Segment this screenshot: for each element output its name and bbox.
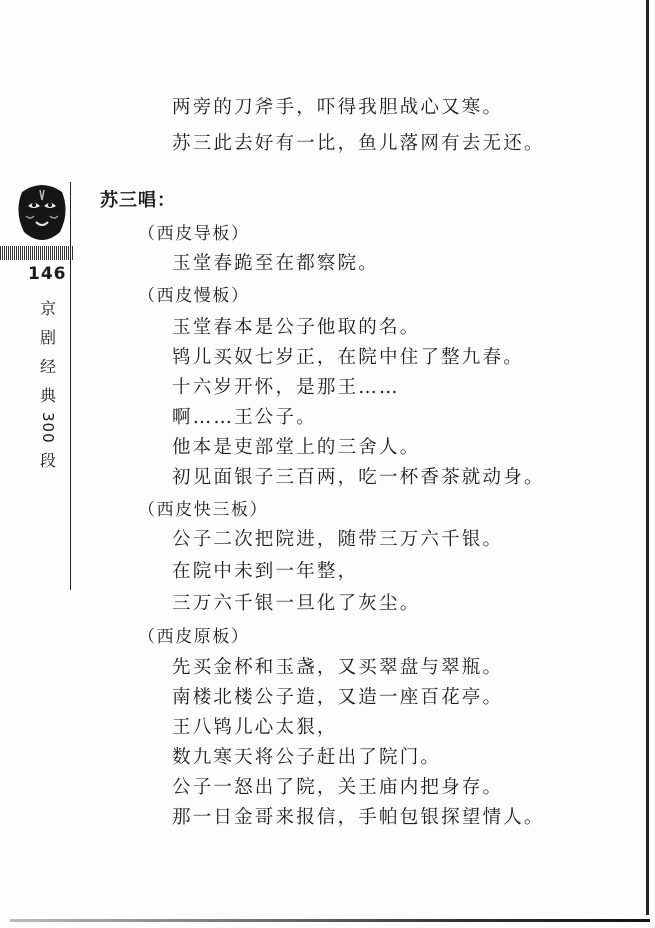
side-rule xyxy=(70,182,71,590)
book-title-char: 剧 xyxy=(39,328,56,347)
tune-label: （西皮快三板） xyxy=(138,500,269,520)
page-edge-right xyxy=(646,0,649,915)
lyric-line: 那一日金哥来报信，手帕包银探望情人。 xyxy=(172,807,545,828)
lyric-line: 在院中未到一年整， xyxy=(172,561,359,582)
lyric-line: 他本是吏部堂上的三舍人。 xyxy=(172,437,421,458)
opera-mask-icon xyxy=(14,182,70,244)
lyric-line: 玉堂春跪至在都察院。 xyxy=(172,253,380,274)
book-title-char: 段 xyxy=(39,450,56,470)
book-title-number: 300 xyxy=(39,412,57,444)
lyric-line: 公子二次把院进，随带三万六千银。 xyxy=(172,529,504,550)
lyric-line: 三万六千银一旦化了灰尘。 xyxy=(172,593,421,614)
lyric-line: 两旁的刀斧手，吓得我胆战心又寒。 xyxy=(172,97,504,118)
tune-label: （西皮慢板） xyxy=(138,286,250,306)
page-number: 146 xyxy=(28,264,67,284)
book-title xyxy=(38,294,58,475)
lyric-line: 鸨儿买奴七岁正，在院中住了整九春。 xyxy=(172,347,524,368)
page-edge-bottom xyxy=(10,919,650,922)
ornament-bar xyxy=(0,246,74,260)
lyric-line: 啊……王公子。 xyxy=(172,407,317,428)
lyric-line: 玉堂春本是公子他取的名。 xyxy=(172,317,421,338)
book-title-char: 京 xyxy=(39,299,56,318)
lyric-line: 王八鸨儿心太狠， xyxy=(172,717,338,738)
lyric-line: 公子一怒出了院，关王庙内把身存。 xyxy=(172,777,504,798)
book-title-char: 典 xyxy=(39,386,56,405)
speaker-label: 苏三唱： xyxy=(100,190,176,211)
book-title-char: 经 xyxy=(39,357,56,376)
lyric-line: 初见面银子三百两，吃一杯香茶就动身。 xyxy=(172,467,545,488)
lyric-line: 先买金杯和玉盏，又买翠盘与翠瓶。 xyxy=(172,657,504,678)
tune-label: （西皮原板） xyxy=(138,627,250,647)
lyric-line: 苏三此去好有一比，鱼儿落网有去无还。 xyxy=(172,133,545,154)
lyric-line: 十六岁开怀，是那王…… xyxy=(172,377,400,398)
tune-label: （西皮导板） xyxy=(138,224,250,244)
lyric-line: 数九寒天将公子赶出了院门。 xyxy=(172,747,442,768)
lyric-line: 南楼北楼公子造，又造一座百花亭。 xyxy=(172,687,504,708)
